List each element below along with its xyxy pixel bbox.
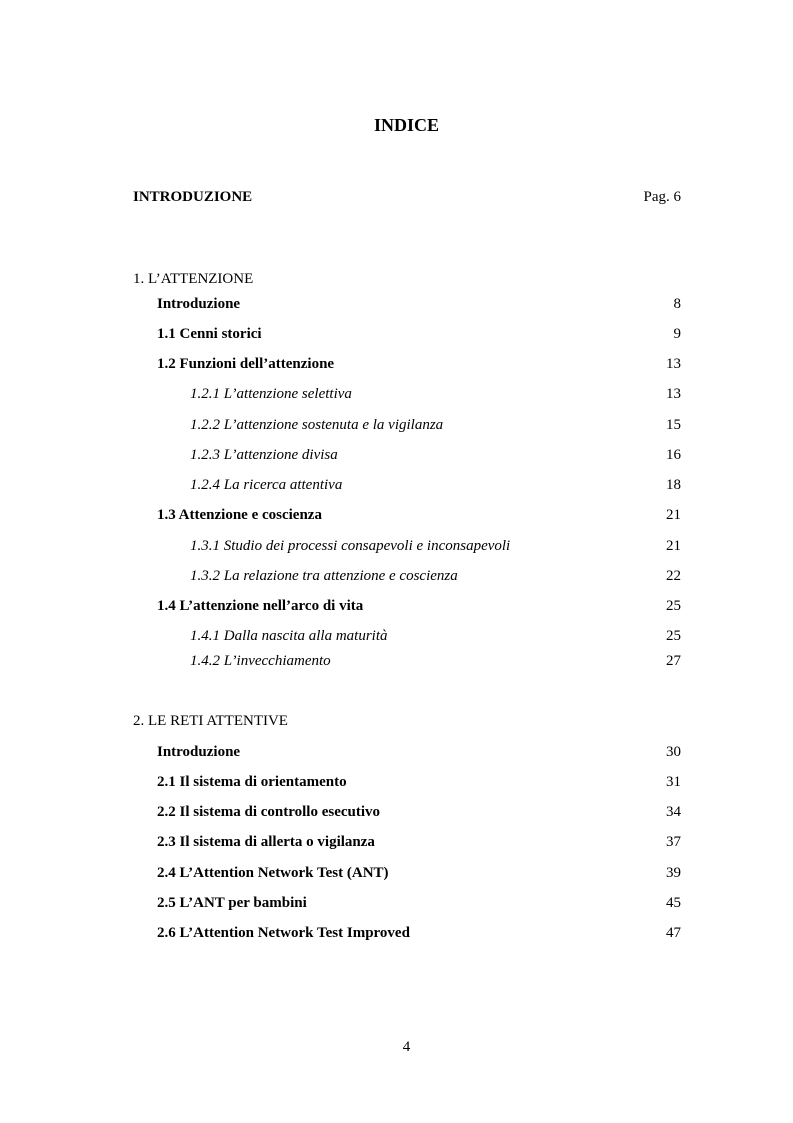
toc-subentry-label: 1.4.2 L’invecchiamento: [190, 653, 331, 669]
toc-entry-page: 21: [666, 507, 681, 523]
toc-entry: [0, 924, 793, 942]
toc-entry-label: 1.4 L’attenzione nell’arco di vita: [157, 598, 364, 614]
toc-entry-page: 45: [666, 895, 681, 911]
toc-subentry-label: 1.3.1 Studio dei processi consapevoli e inconsapevoli: [190, 538, 511, 554]
toc-entry: [0, 743, 793, 761]
toc-entry: [0, 803, 793, 821]
toc-subentry: [0, 385, 793, 403]
toc-entry-label: INTRODUZIONE: [133, 189, 253, 205]
toc-entry-label: Introduzione: [157, 296, 241, 312]
toc-entry-label: 2.5 L’ANT per bambini: [157, 895, 307, 911]
toc-entry-page: 16: [666, 447, 681, 463]
toc-entry-page: 13: [666, 356, 681, 372]
toc-entry-page: 18: [666, 477, 681, 493]
toc-entry-page: 34: [666, 804, 681, 820]
toc-entry-label: 1.1 Cenni storici: [157, 326, 262, 342]
toc-chapter-heading: [0, 270, 793, 288]
toc-subentry: [0, 446, 793, 464]
toc-entry-page: 13: [666, 386, 681, 402]
toc-entry-introduction: [0, 188, 793, 206]
toc-entry-page: 37: [666, 834, 681, 850]
toc-subentry-label: 1.4.1 Dalla nascita alla maturità: [190, 628, 388, 644]
toc-chapter-heading: [0, 712, 793, 730]
toc-entry-page: 15: [666, 417, 681, 433]
toc-subentry-label: 1.3.2 La relazione tra attenzione e coscienza: [190, 568, 458, 584]
toc-entry-label: 2.6 L’Attention Network Test Improved: [157, 925, 410, 941]
toc-subentry-label: 1.2.4 La ricerca attentiva: [190, 477, 343, 493]
toc-entry: [0, 894, 793, 912]
toc-subentry: [0, 652, 793, 670]
toc-entry-page: Pag. 6: [643, 189, 681, 205]
chapter-heading-label: 1. L’ATTENZIONE: [133, 271, 254, 287]
toc-entry-page: 27: [666, 653, 681, 669]
toc-entry-page: 21: [666, 538, 681, 554]
toc-entry-page: 8: [673, 296, 681, 312]
toc-subentry: [0, 627, 793, 645]
toc-entry: [0, 864, 793, 882]
toc-subentry-label: 1.2.1 L’attenzione selettiva: [190, 386, 352, 402]
toc-entry: [0, 355, 793, 373]
toc-entry-page: 30: [666, 744, 681, 760]
toc-entry-page: 9: [673, 326, 681, 342]
toc-entry-page: 25: [666, 628, 681, 644]
toc-entry-label: Introduzione: [157, 744, 241, 760]
toc-subentry: [0, 537, 793, 555]
toc-entry: [0, 506, 793, 524]
toc-entry-label: 2.2 Il sistema di controllo esecutivo: [157, 804, 381, 820]
toc-entry: [0, 833, 793, 851]
toc-entry-label: 1.3 Attenzione e coscienza: [157, 507, 322, 523]
toc-entry-page: 25: [666, 598, 681, 614]
toc-entry-page: 47: [666, 925, 681, 941]
toc-subentry-label: 1.2.2 L’attenzione sostenuta e la vigilanza: [190, 417, 444, 433]
page-number: 4: [402, 1039, 411, 1055]
chapter-heading-label: 2. LE RETI ATTENTIVE: [133, 713, 288, 729]
toc-entry-label: 2.4 L’Attention Network Test (ANT): [157, 865, 389, 881]
toc-subentry: [0, 567, 793, 585]
page-title: INDICE: [373, 115, 439, 135]
toc-entry-page: 31: [666, 774, 681, 790]
toc-entry-label: 1.2 Funzioni dell’attenzione: [157, 356, 335, 372]
toc-subentry-label: 1.2.3 L’attenzione divisa: [190, 447, 338, 463]
toc-entry: [0, 325, 793, 343]
toc-entry-page: 39: [666, 865, 681, 881]
toc-entry-label: 2.1 Il sistema di orientamento: [157, 774, 347, 790]
toc-entry: [0, 597, 793, 615]
toc-subentry: [0, 476, 793, 494]
toc-entry-label: 2.3 Il sistema di allerta o vigilanza: [157, 834, 375, 850]
toc-entry-page: 22: [666, 568, 681, 584]
toc-subentry: [0, 416, 793, 434]
toc-entry: [0, 295, 793, 313]
toc-entry: [0, 773, 793, 791]
